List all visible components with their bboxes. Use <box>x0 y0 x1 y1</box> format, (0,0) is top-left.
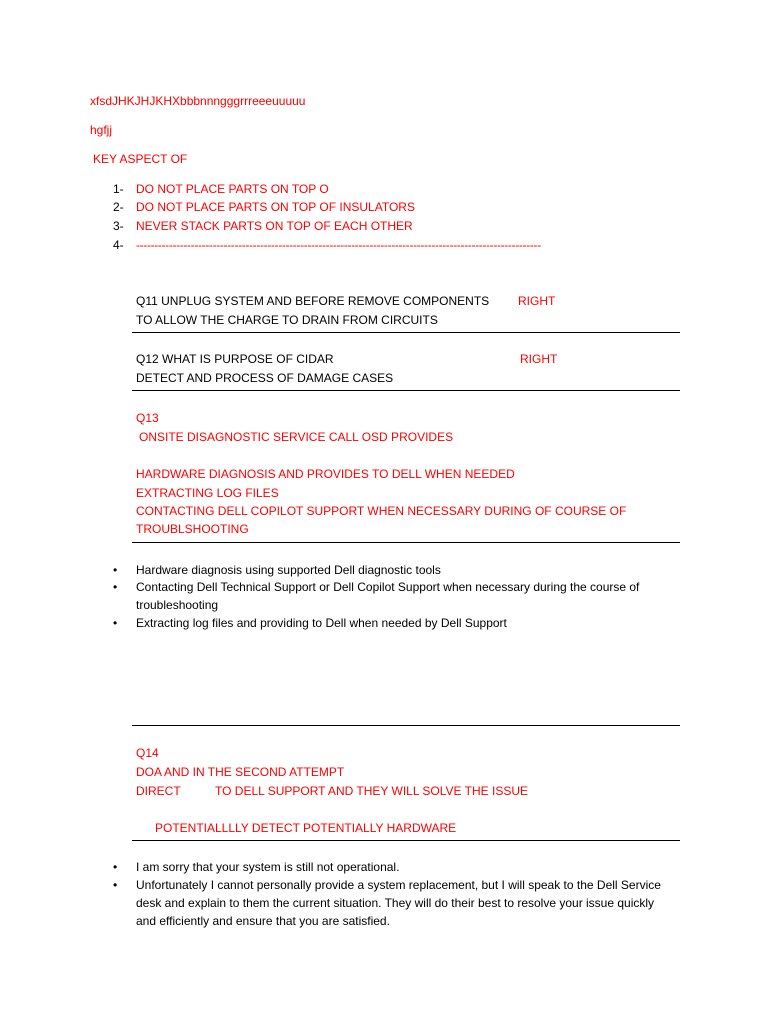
q12-right-mark: RIGHT <box>520 352 558 366</box>
bullet-icon: • <box>113 580 118 594</box>
divider <box>132 542 680 543</box>
list-number: 4- <box>113 238 124 252</box>
q12-question: Q12 WHAT IS PURPOSE OF CIDAR <box>136 352 334 366</box>
q11-question: Q11 UNPLUG SYSTEM AND BEFORE REMOVE COMPONENTS <box>136 294 490 308</box>
list-item: --------------------------------------------------------------------------------------------------------------- <box>136 238 541 252</box>
list-number: 2- <box>113 200 124 214</box>
q11-answer: TO ALLOW THE CHARGE TO DRAIN FROM CIRCUITS <box>136 313 438 327</box>
q14-line-2-start: DIRECT <box>136 784 181 798</box>
q13-label: Q13 <box>136 411 159 425</box>
bullet-icon: • <box>113 860 118 874</box>
list-item: Hardware diagnosis using supported Dell diagnostic tools <box>136 563 441 577</box>
q14-line-1: DOA AND IN THE SECOND ATTEMPT <box>136 765 345 779</box>
divider <box>132 332 680 333</box>
list-item: Unfortunately I cannot personally provide a system replacement, but I will speak to the Dell Service desk and explain to them the current situation. They will do their best to resolve your issue quickly and efficiently and ensure that you are satisfied. <box>136 878 661 928</box>
q14-line-3: POTENTIALLLLY DETECT POTENTIALLY HARDWARE <box>155 821 457 835</box>
key-aspect-heading: KEY ASPECT OF <box>93 152 188 166</box>
q11-right-mark: RIGHT <box>518 294 556 308</box>
divider <box>132 725 680 726</box>
header-line-1: xfsdJHKJHJKHXbbbnnngggrrreeeuuuuu <box>90 94 306 108</box>
list-item: NEVER STACK PARTS ON TOP OF EACH OTHER <box>136 219 413 233</box>
q13-answer-line: CONTACTING DELL COPILOT SUPPORT WHEN NECESSARY DURING OF COURSE OF <box>136 504 627 518</box>
list-number: 3- <box>113 219 124 233</box>
q13-answer-line: EXTRACTING LOG FILES <box>136 486 279 500</box>
q13-answer-line: TROUBLSHOOTING <box>136 522 249 536</box>
bullet-icon: • <box>113 563 118 577</box>
bullet-icon: • <box>113 878 118 892</box>
list-item: I am sorry that your system is still not operational. <box>136 860 400 874</box>
list-item: Contacting Dell Technical Support or Dell Copilot Support when necessary during the course of troubleshooting <box>136 580 640 612</box>
divider <box>132 390 680 391</box>
list-item: DO NOT PLACE PARTS ON TOP O <box>136 182 329 196</box>
list-number: 1- <box>113 182 124 196</box>
q13-answer-line: HARDWARE DIAGNOSIS AND PROVIDES TO DELL WHEN NEEDED <box>136 467 515 481</box>
bullet-icon: • <box>113 616 118 630</box>
q12-answer: DETECT AND PROCESS OF DAMAGE CASES <box>136 371 394 385</box>
list-item: DO NOT PLACE PARTS ON TOP OF INSULATORS <box>136 200 415 214</box>
q14-label: Q14 <box>136 746 159 760</box>
q14-line-2-rest: TO DELL SUPPORT AND THEY WILL SOLVE THE ISSUE <box>215 784 528 798</box>
list-item: Extracting log files and providing to Dell when needed by Dell Support <box>136 616 507 630</box>
divider <box>132 840 680 841</box>
header-line-2: hgfjj <box>90 123 113 137</box>
q13-question: ONSITE DISAGNOSTIC SERVICE CALL OSD PROVIDES <box>139 430 454 444</box>
